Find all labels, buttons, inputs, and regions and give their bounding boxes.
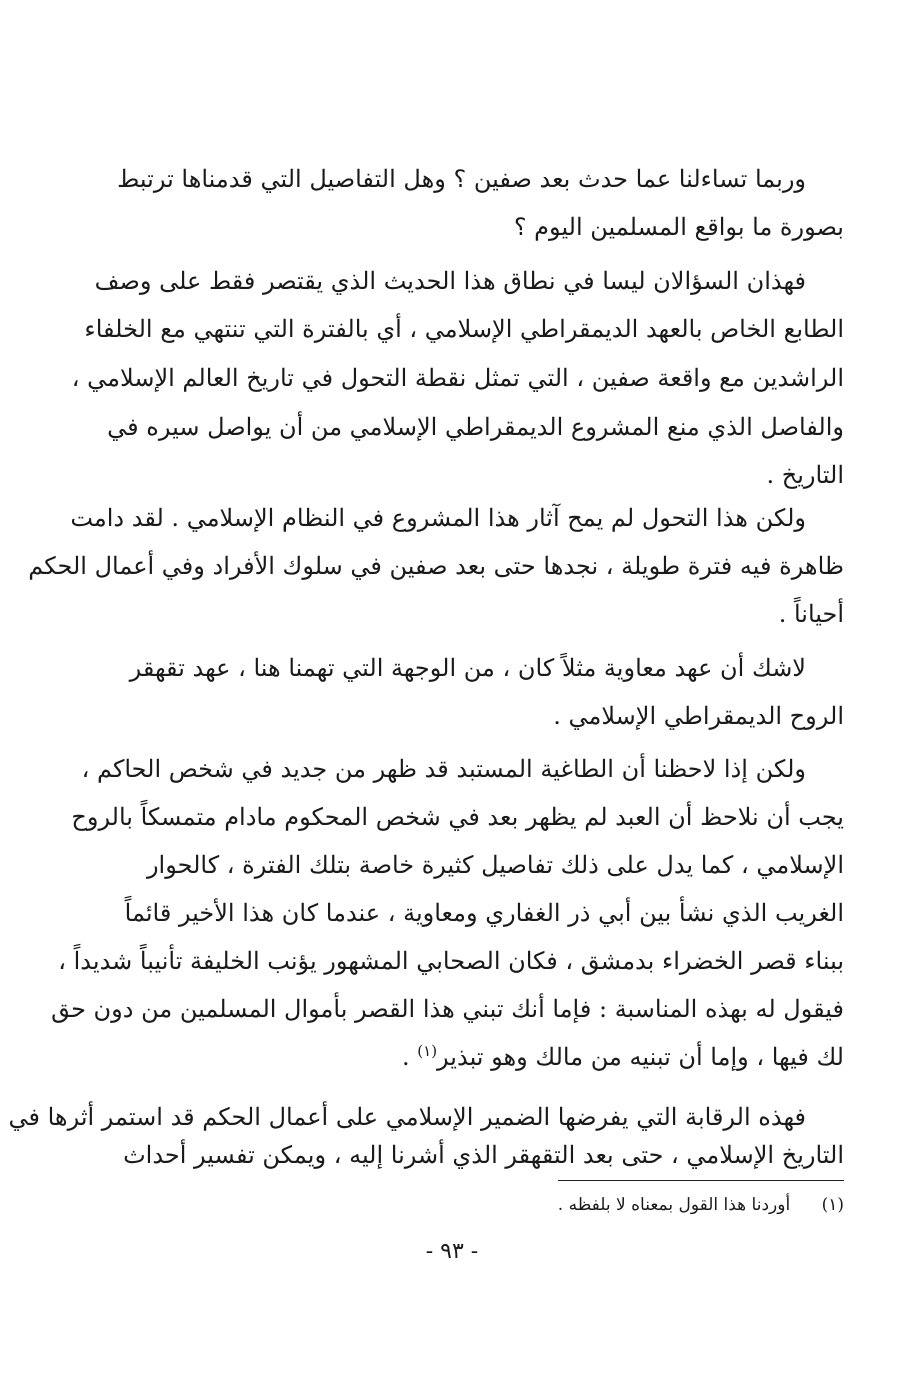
text-line: ولكن هذا التحول لم يمح آثار هذا المشروع في النظام الإسلامي . لقد دامت bbox=[70, 504, 806, 532]
text-line: وربما تساءلنا عما حدث بعد صفين ؟ وهل التفاصيل التي قدمناها ترتبط bbox=[117, 165, 806, 193]
page-number: - ٩٣ - bbox=[425, 1239, 479, 1264]
text-line: لاشك أن عهد معاوية مثلاً كان ، من الوجهة التي تهمنا هنا ، عهد تقهقر bbox=[129, 654, 806, 682]
text-line: يجب أن نلاحظ أن العبد لم يظهر بعد في شخص المحكوم مادام متمسكاً بالروح bbox=[71, 803, 844, 831]
text-line bbox=[154, 1040, 844, 1074]
text-line: الغريب الذي نشأ بين أبي ذر الغفاري ومعاوية ، عندما كان هذا الأخير قائماً bbox=[124, 899, 844, 927]
text-line: التاريخ . bbox=[766, 461, 844, 489]
footnote bbox=[154, 1192, 844, 1218]
text-line: فهذه الرقابة التي يفرضها الضمير الإسلامي على أعمال الحكم قد استمر أثرها في bbox=[8, 1103, 806, 1131]
footnote-divider bbox=[558, 1180, 844, 1181]
text-line: والفاصل الذي منع المشروع الديمقراطي الإسلامي من أن يواصل سيره في bbox=[107, 413, 844, 441]
text-line: الراشدين مع واقعة صفين ، التي تمثل نقطة التحول في تاريخ العالم الإسلامي ، bbox=[71, 364, 844, 392]
footnote-reference: (١) bbox=[417, 1042, 438, 1060]
text-line: بصورة ما بواقع المسلمين اليوم ؟ bbox=[513, 213, 844, 241]
text-line: فيقول له بهذه المناسبة : فإما أنك تبني هذا القصر بأموال المسلمين من دون حق bbox=[51, 995, 844, 1023]
text-line: ظاهرة فيه فترة طويلة ، نجدها حتى بعد صفين في سلوك الأفراد وفي أعمال الحكم bbox=[28, 552, 844, 580]
footnote-number: (١) bbox=[821, 1195, 844, 1215]
text-line-body: لك فيها ، وإما أن تبنيه من مالك وهو تبذير bbox=[437, 1043, 844, 1071]
text-line: ببناء قصر الخضراء بدمشق ، فكان الصحابي المشهور يؤنب الخليفة تأنيباً شديداً ، bbox=[58, 947, 844, 975]
footnote-text: أوردنا هذا القول بمعناه لا بلفظه . bbox=[557, 1195, 791, 1215]
text-line: الروح الديمقراطي الإسلامي . bbox=[553, 702, 844, 730]
text-line: الإسلامي ، كما يدل على ذلك تفاصيل كثيرة خاصة بتلك الفترة ، كالحوار bbox=[146, 851, 844, 879]
text-line: أحياناً . bbox=[778, 600, 844, 628]
text-line-tail: . bbox=[402, 1043, 418, 1071]
text-line: الطابع الخاص بالعهد الديمقراطي الإسلامي ، أي بالفترة التي تنتهي مع الخلفاء bbox=[84, 315, 844, 343]
text-line: التاريخ الإسلامي ، حتى بعد التقهقر الذي أشرنا إليه ، ويمكن تفسير أحداث bbox=[123, 1141, 844, 1169]
text-line: ولكن إذا لاحظنا أن الطاغية المستبد قد ظهر من جديد في شخص الحاكم ، bbox=[81, 755, 806, 783]
text-line: فهذان السؤالان ليسا في نطاق هذا الحديث الذي يقتصر فقط على وصف bbox=[94, 267, 806, 295]
